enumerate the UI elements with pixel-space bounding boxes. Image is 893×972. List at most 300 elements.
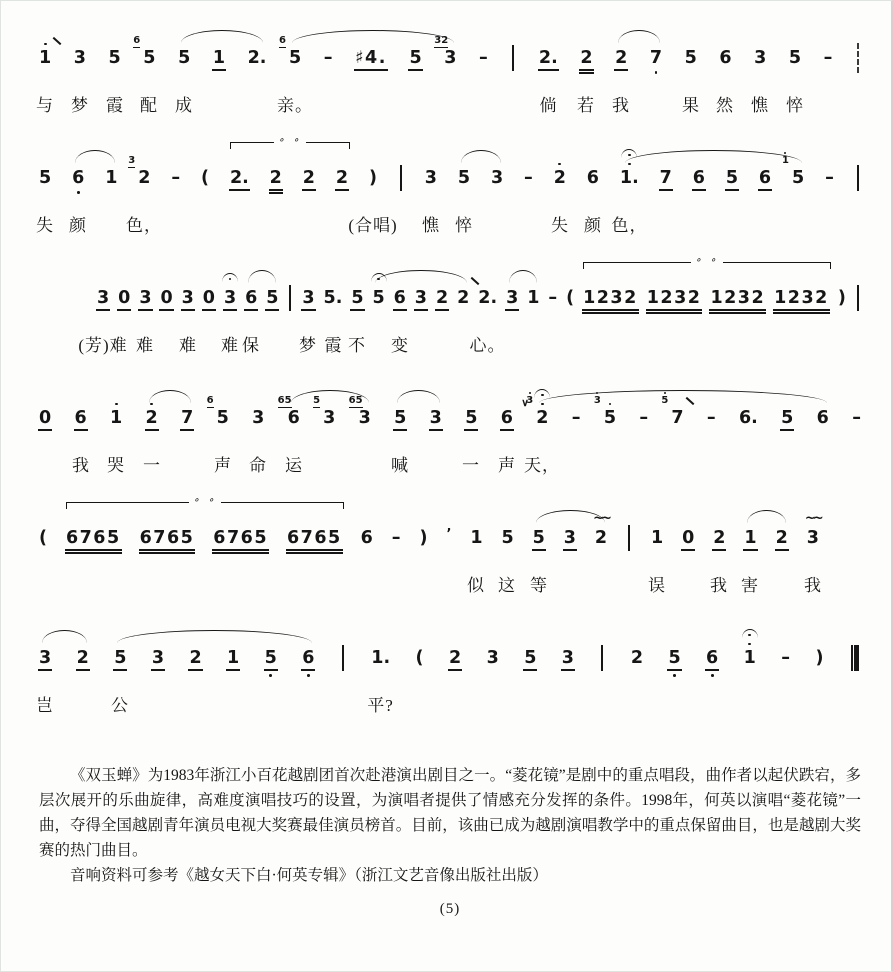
beam-line (709, 309, 766, 311)
note: 3 (139, 288, 151, 309)
octave-dot-below (307, 674, 310, 677)
beam-line (38, 429, 52, 431)
note: 1. (371, 647, 391, 668)
lyric-syllable: 误 (648, 576, 666, 595)
dash-continuation: – (323, 47, 333, 68)
note: 2 (336, 168, 348, 189)
octave-dot-below (269, 674, 272, 677)
notation-row (39, 495, 861, 553)
note: 7 (660, 168, 672, 189)
lyric-syllable: 等 (530, 576, 548, 595)
note: 5 (372, 288, 384, 309)
note: 5 (265, 648, 277, 669)
lyric-syllable: 霞 (324, 336, 343, 355)
grace-note: 1 (782, 156, 789, 166)
note: ♯4. (355, 48, 387, 69)
dash-continuation: – (548, 287, 558, 308)
beam-line (212, 69, 226, 71)
lyric-syllable: 梦 (71, 96, 89, 115)
note: 3 (430, 408, 442, 429)
note: 3 5 (313, 394, 336, 428)
note: 1 (744, 528, 756, 549)
slur-arc (539, 390, 827, 403)
beam-line (582, 309, 639, 311)
note: 6 (501, 408, 513, 429)
beam-line (773, 312, 830, 314)
commentary-paragraph: 《双玉蝉》为1983年浙江小百花越剧团首次赴港演出剧目之一。“菱花镜”是剧中的重点唱段，曲作者以起伏跌宕，多层次展开的乐曲旋律，高难度演唱技巧的设置，为演唱者提供了情感充分发挥的条件。1998年，何英以演唱“菱花镜”一曲，夺得全国越剧青年演员电视大奖赛最佳演员榜首。目前，该曲已成为越剧演唱教学中的重点保留曲目，也是越剧大奖赛的热门曲目。 (39, 767, 861, 860)
note: 5. (323, 287, 343, 308)
beam-line (561, 669, 575, 671)
barline-single (400, 165, 402, 191)
note: 2 (713, 528, 725, 549)
note: ( (201, 167, 210, 188)
note: 6 (302, 648, 314, 669)
beam-line (286, 549, 343, 551)
note: 0 (118, 288, 130, 309)
note: 2 (630, 647, 644, 668)
lyric-syllable: 心。 (469, 336, 506, 355)
note: 5 (781, 408, 793, 429)
lyric-syllable: 公 (111, 696, 129, 715)
beam-line (264, 669, 278, 671)
score-system (39, 255, 861, 357)
note: 1 (527, 287, 540, 308)
note: 1232 (647, 288, 702, 309)
note: 5 6 (279, 34, 302, 68)
barline-dashed (857, 43, 859, 73)
beam-line (265, 309, 279, 311)
note: 0 (39, 408, 51, 429)
beam-line (705, 669, 719, 671)
beam-line (354, 69, 388, 71)
score-system (36, 643, 861, 717)
breath-mark: ’ (446, 527, 452, 542)
barline-single (601, 645, 603, 671)
note: 3 ~~ (804, 510, 821, 548)
beam-line (523, 669, 537, 671)
lyric-syllable: 哭 (107, 456, 125, 475)
note: ( (566, 287, 575, 308)
note: 3 (182, 288, 194, 309)
lyric-syllable: 难 (136, 336, 154, 355)
beam-line (202, 309, 216, 311)
note: 5 (457, 167, 471, 188)
lyrics-row (39, 331, 861, 357)
barline-single (289, 285, 291, 311)
beam-line (646, 309, 703, 311)
commentary-text (39, 763, 861, 889)
grace-note: 6 (206, 394, 214, 406)
note: 1232 (774, 288, 829, 309)
lyric-syllable: 配 (140, 96, 158, 115)
note: 6 65 (277, 394, 300, 428)
octave-dot-below (655, 71, 658, 74)
note: 5 1 (792, 168, 804, 189)
lyric-syllable: 失 (551, 216, 569, 235)
note: 3 (754, 47, 767, 68)
note: 5 (684, 47, 697, 68)
lyric-syllable: 运 (285, 456, 303, 475)
beam-line (435, 309, 449, 311)
note: ) (368, 167, 377, 188)
lyric-syllable: 命 (249, 456, 267, 475)
note: 2 (77, 648, 89, 669)
note: 2. (247, 47, 267, 68)
score-system (36, 34, 861, 117)
lyrics-row (36, 211, 861, 237)
beam-line (579, 72, 593, 74)
grace-note: 6 (133, 34, 141, 46)
beam-line (681, 549, 695, 551)
lyric-syllable: 天， (524, 456, 560, 475)
note: 3 (506, 288, 518, 309)
beam-line (538, 69, 559, 71)
beam-line (582, 312, 639, 314)
dash-continuation: – (706, 407, 716, 428)
slide-mark (471, 276, 480, 284)
slur-arc (397, 390, 440, 403)
beam-line (145, 429, 159, 431)
lyric-syllable: 我 (710, 576, 728, 595)
lyrics-row (36, 91, 861, 117)
note: 6. (739, 407, 758, 428)
note: 6 (75, 408, 87, 429)
note: 5 (114, 648, 126, 669)
beam-line (505, 309, 519, 311)
beam-line (151, 669, 165, 671)
beam-line (532, 549, 546, 551)
note: 5 (394, 408, 406, 429)
beam-line (743, 549, 757, 551)
note: 5 (351, 288, 363, 309)
note: 1232 (583, 288, 638, 309)
octave-dot-below (711, 674, 714, 677)
beam-line (159, 309, 173, 311)
beam-line (393, 429, 407, 431)
lyric-syllable: 难 (221, 336, 239, 355)
lyric-syllable: 保 (242, 336, 260, 355)
beam-line (138, 309, 152, 311)
beam-line (229, 189, 250, 191)
beam-line (74, 429, 88, 431)
barline-single (857, 165, 859, 191)
group-bracket: ∘ ∘ (230, 142, 350, 149)
note: 7 (181, 408, 193, 429)
beam-line (709, 312, 766, 314)
dash-continuation: – (781, 647, 791, 668)
beam-line (117, 309, 131, 311)
beam-line (65, 549, 122, 551)
lyric-syllable: 喊 (391, 456, 409, 475)
note: 1 (110, 408, 122, 429)
lyric-syllable: 平? (367, 696, 394, 715)
slur-arc (181, 30, 263, 43)
dash-continuation: – (171, 167, 181, 188)
beam-line (113, 669, 127, 671)
note: 6 (360, 527, 373, 548)
lyric-syllable: 我 (612, 96, 630, 115)
beam-line (301, 309, 315, 311)
note: 3 (490, 167, 504, 188)
note: 7 5 (671, 408, 683, 429)
beam-line (244, 309, 258, 311)
lyric-syllable: 颜 (584, 216, 602, 235)
note: 3 65 (348, 394, 371, 428)
note: 5 (178, 47, 191, 68)
note: 2 (189, 648, 201, 669)
beam-line (659, 189, 673, 191)
score-systems (36, 34, 861, 717)
beam-line (563, 549, 577, 551)
fermata-arc (222, 273, 238, 282)
note: 2. (478, 287, 498, 308)
grace-note: 65 (348, 394, 363, 406)
lyric-syllable: 这 (498, 576, 516, 595)
note: 3 32 (434, 34, 457, 68)
beam-line (302, 189, 316, 191)
beam-line (139, 552, 196, 554)
note: 1. (620, 168, 639, 189)
lyric-syllable: 霞 (106, 96, 124, 115)
note: 1 (651, 527, 664, 548)
dash-continuation: – (852, 407, 861, 428)
lyric-syllable: 颜 (69, 216, 87, 235)
barline-single (857, 285, 859, 311)
note: 5 (726, 168, 738, 189)
note: 6 (394, 288, 406, 309)
slur-arc (248, 270, 276, 283)
barline-final (851, 645, 859, 671)
beam-line (76, 669, 90, 671)
note: 5 (39, 167, 52, 188)
note: 0 (160, 288, 172, 309)
note: 2 (436, 288, 448, 309)
note: 3 (224, 288, 236, 309)
note: 2 (554, 168, 566, 189)
beam-line (408, 69, 422, 71)
group-bracket: ∘ ∘ (66, 502, 344, 509)
note: 3 (39, 648, 51, 669)
note: 2. (230, 168, 249, 189)
note: 2 ~~ (593, 510, 609, 548)
beam-line (692, 189, 706, 191)
lyric-syllable: 梦 (299, 336, 317, 355)
note: 7 (650, 48, 662, 69)
note: 6 (693, 168, 705, 189)
octave-dot-above (748, 643, 751, 646)
beam-line (429, 429, 443, 431)
beam-line (773, 309, 830, 311)
note: 2 (615, 48, 627, 69)
dash-continuation: – (391, 527, 401, 548)
note: 2 (449, 648, 461, 669)
audio-reference-paragraph: 音响资料可参考《越女天下白·何英专辑》（浙江文艺音像出版社出版） (70, 867, 548, 885)
page-number: (5) (439, 900, 461, 917)
beam-line (139, 549, 196, 551)
note: 3 (152, 648, 164, 669)
lyrics-row (36, 691, 861, 717)
note: 0 (682, 528, 694, 549)
grace-octave-dot (784, 152, 786, 154)
beam-line (780, 429, 794, 431)
note: 1 (744, 648, 756, 669)
octave-dot-above (44, 43, 47, 46)
dash-continuation: – (571, 407, 581, 428)
note: 5 (533, 528, 545, 549)
octave-dot-above (115, 403, 118, 406)
slur-arc (618, 30, 660, 43)
note: 5 (108, 47, 121, 68)
note: ( (39, 527, 47, 548)
lyric-syllable: 我 (804, 576, 822, 595)
lyric-syllable: 一 (143, 456, 161, 475)
beam-line (414, 309, 428, 311)
lyric-syllable: 害 (741, 576, 759, 595)
lyric-syllable: 色， (126, 216, 162, 235)
note: 1 (213, 48, 225, 69)
note: 6 (816, 407, 829, 428)
score-system (39, 495, 861, 597)
beam-line (188, 669, 202, 671)
lyric-syllable: 憔 (422, 216, 440, 235)
slur-arc (375, 270, 467, 283)
note: 3 (486, 647, 499, 668)
beam-line (212, 552, 269, 554)
beam-line (725, 189, 739, 191)
note: 6 (245, 288, 257, 309)
beam-line (96, 309, 110, 311)
note: 6 (72, 168, 84, 189)
slur-arc (292, 30, 454, 43)
score-system (39, 394, 861, 477)
note: 3 (73, 47, 86, 68)
lyric-syllable: 果 (682, 96, 700, 115)
note: ) (419, 527, 428, 548)
trill-mark: ~~ (804, 510, 821, 526)
dash-continuation: – (639, 407, 649, 428)
group-bracket: ∘ ∘ (583, 262, 831, 269)
beam-line (448, 669, 462, 671)
grace-octave-dot (529, 392, 531, 394)
lyric-syllable: 声 (498, 456, 516, 475)
note: 1 (470, 527, 483, 548)
barline-single (512, 45, 514, 71)
note: 6 (759, 168, 771, 189)
grace-note: 32 (434, 34, 449, 46)
slur-arc (747, 510, 786, 523)
note: 3 (252, 407, 265, 428)
note: 3 (562, 648, 574, 669)
beam-line (286, 552, 343, 554)
dash-continuation: – (479, 47, 488, 68)
lyric-syllable: 不 (348, 336, 366, 355)
grace-note: 5 (661, 396, 668, 406)
notation-row (39, 394, 861, 433)
lyric-syllable: 一 (462, 456, 480, 475)
note: ) (837, 287, 846, 308)
octave-dot-above (558, 163, 561, 166)
lyric-syllable: (芳)难 (78, 336, 128, 355)
note: 3 (424, 167, 437, 188)
fermata-dot (628, 154, 631, 157)
lyric-syllable: 岂 (36, 696, 54, 715)
note: 3 (415, 288, 427, 309)
lyric-syllable: 憔 (751, 96, 769, 115)
note: 3 (302, 288, 314, 309)
fermata-dot (541, 394, 544, 397)
note: 1 (227, 648, 239, 669)
slur-arc (509, 270, 537, 283)
note: 6765 (140, 528, 195, 549)
lyric-syllable: 亲。 (277, 96, 313, 115)
note: 2 3 ∨ (536, 408, 548, 429)
slur-arc (149, 390, 191, 403)
octave-dot-below (77, 191, 80, 194)
lyric-syllable: 色， (611, 216, 648, 235)
lyric-syllable: 变 (391, 336, 409, 355)
breath-mark: ∨ (521, 397, 529, 409)
lyric-syllable: 若 (577, 96, 595, 115)
lyrics-row (39, 571, 861, 597)
beam-line (223, 309, 237, 311)
note: 2 (580, 48, 592, 69)
beam-line (335, 189, 349, 191)
note: 2 (776, 528, 788, 549)
beam-line (712, 549, 726, 551)
note: 5 (266, 288, 278, 309)
note: 0 (203, 288, 215, 309)
lyric-syllable: 倘 (539, 96, 558, 115)
beam-line (464, 429, 478, 431)
note: 6765 (66, 528, 121, 549)
beam-line (350, 309, 364, 311)
barline-single (342, 645, 344, 671)
notation-row (39, 34, 861, 73)
slur-arc (42, 630, 87, 643)
lyric-syllable: 我 (72, 456, 90, 475)
beam-line (579, 69, 593, 71)
lyric-syllable: 难 (179, 336, 197, 355)
beam-line (181, 309, 195, 311)
note: 5 6 (206, 394, 229, 428)
note: 1232 (710, 288, 765, 309)
beam-line (393, 309, 407, 311)
notation-row (39, 255, 861, 313)
score-system (36, 135, 861, 237)
dash-continuation: – (524, 167, 533, 188)
note: 2 (303, 168, 315, 189)
lyric-syllable: 悴 (455, 216, 473, 235)
lyric-syllable: 似 (467, 576, 485, 595)
beam-line (212, 549, 269, 551)
beam-line (667, 669, 681, 671)
note: 5 3 (604, 408, 616, 429)
beam-line (38, 669, 52, 671)
grace-note: 65 (277, 394, 292, 406)
grace-note: 3 (526, 396, 533, 406)
note: 6765 (213, 528, 268, 549)
note: 2. (539, 48, 558, 69)
lyric-syllable: 声 (214, 456, 232, 475)
note: 5 6 (133, 34, 156, 68)
note: 5 (668, 648, 680, 669)
note: 6765 (287, 528, 342, 549)
lyric-syllable: (合唱) (348, 216, 398, 235)
note: 6 (706, 648, 718, 669)
beam-line (646, 312, 703, 314)
note: 3 (97, 288, 109, 309)
note: 5 (501, 527, 514, 548)
